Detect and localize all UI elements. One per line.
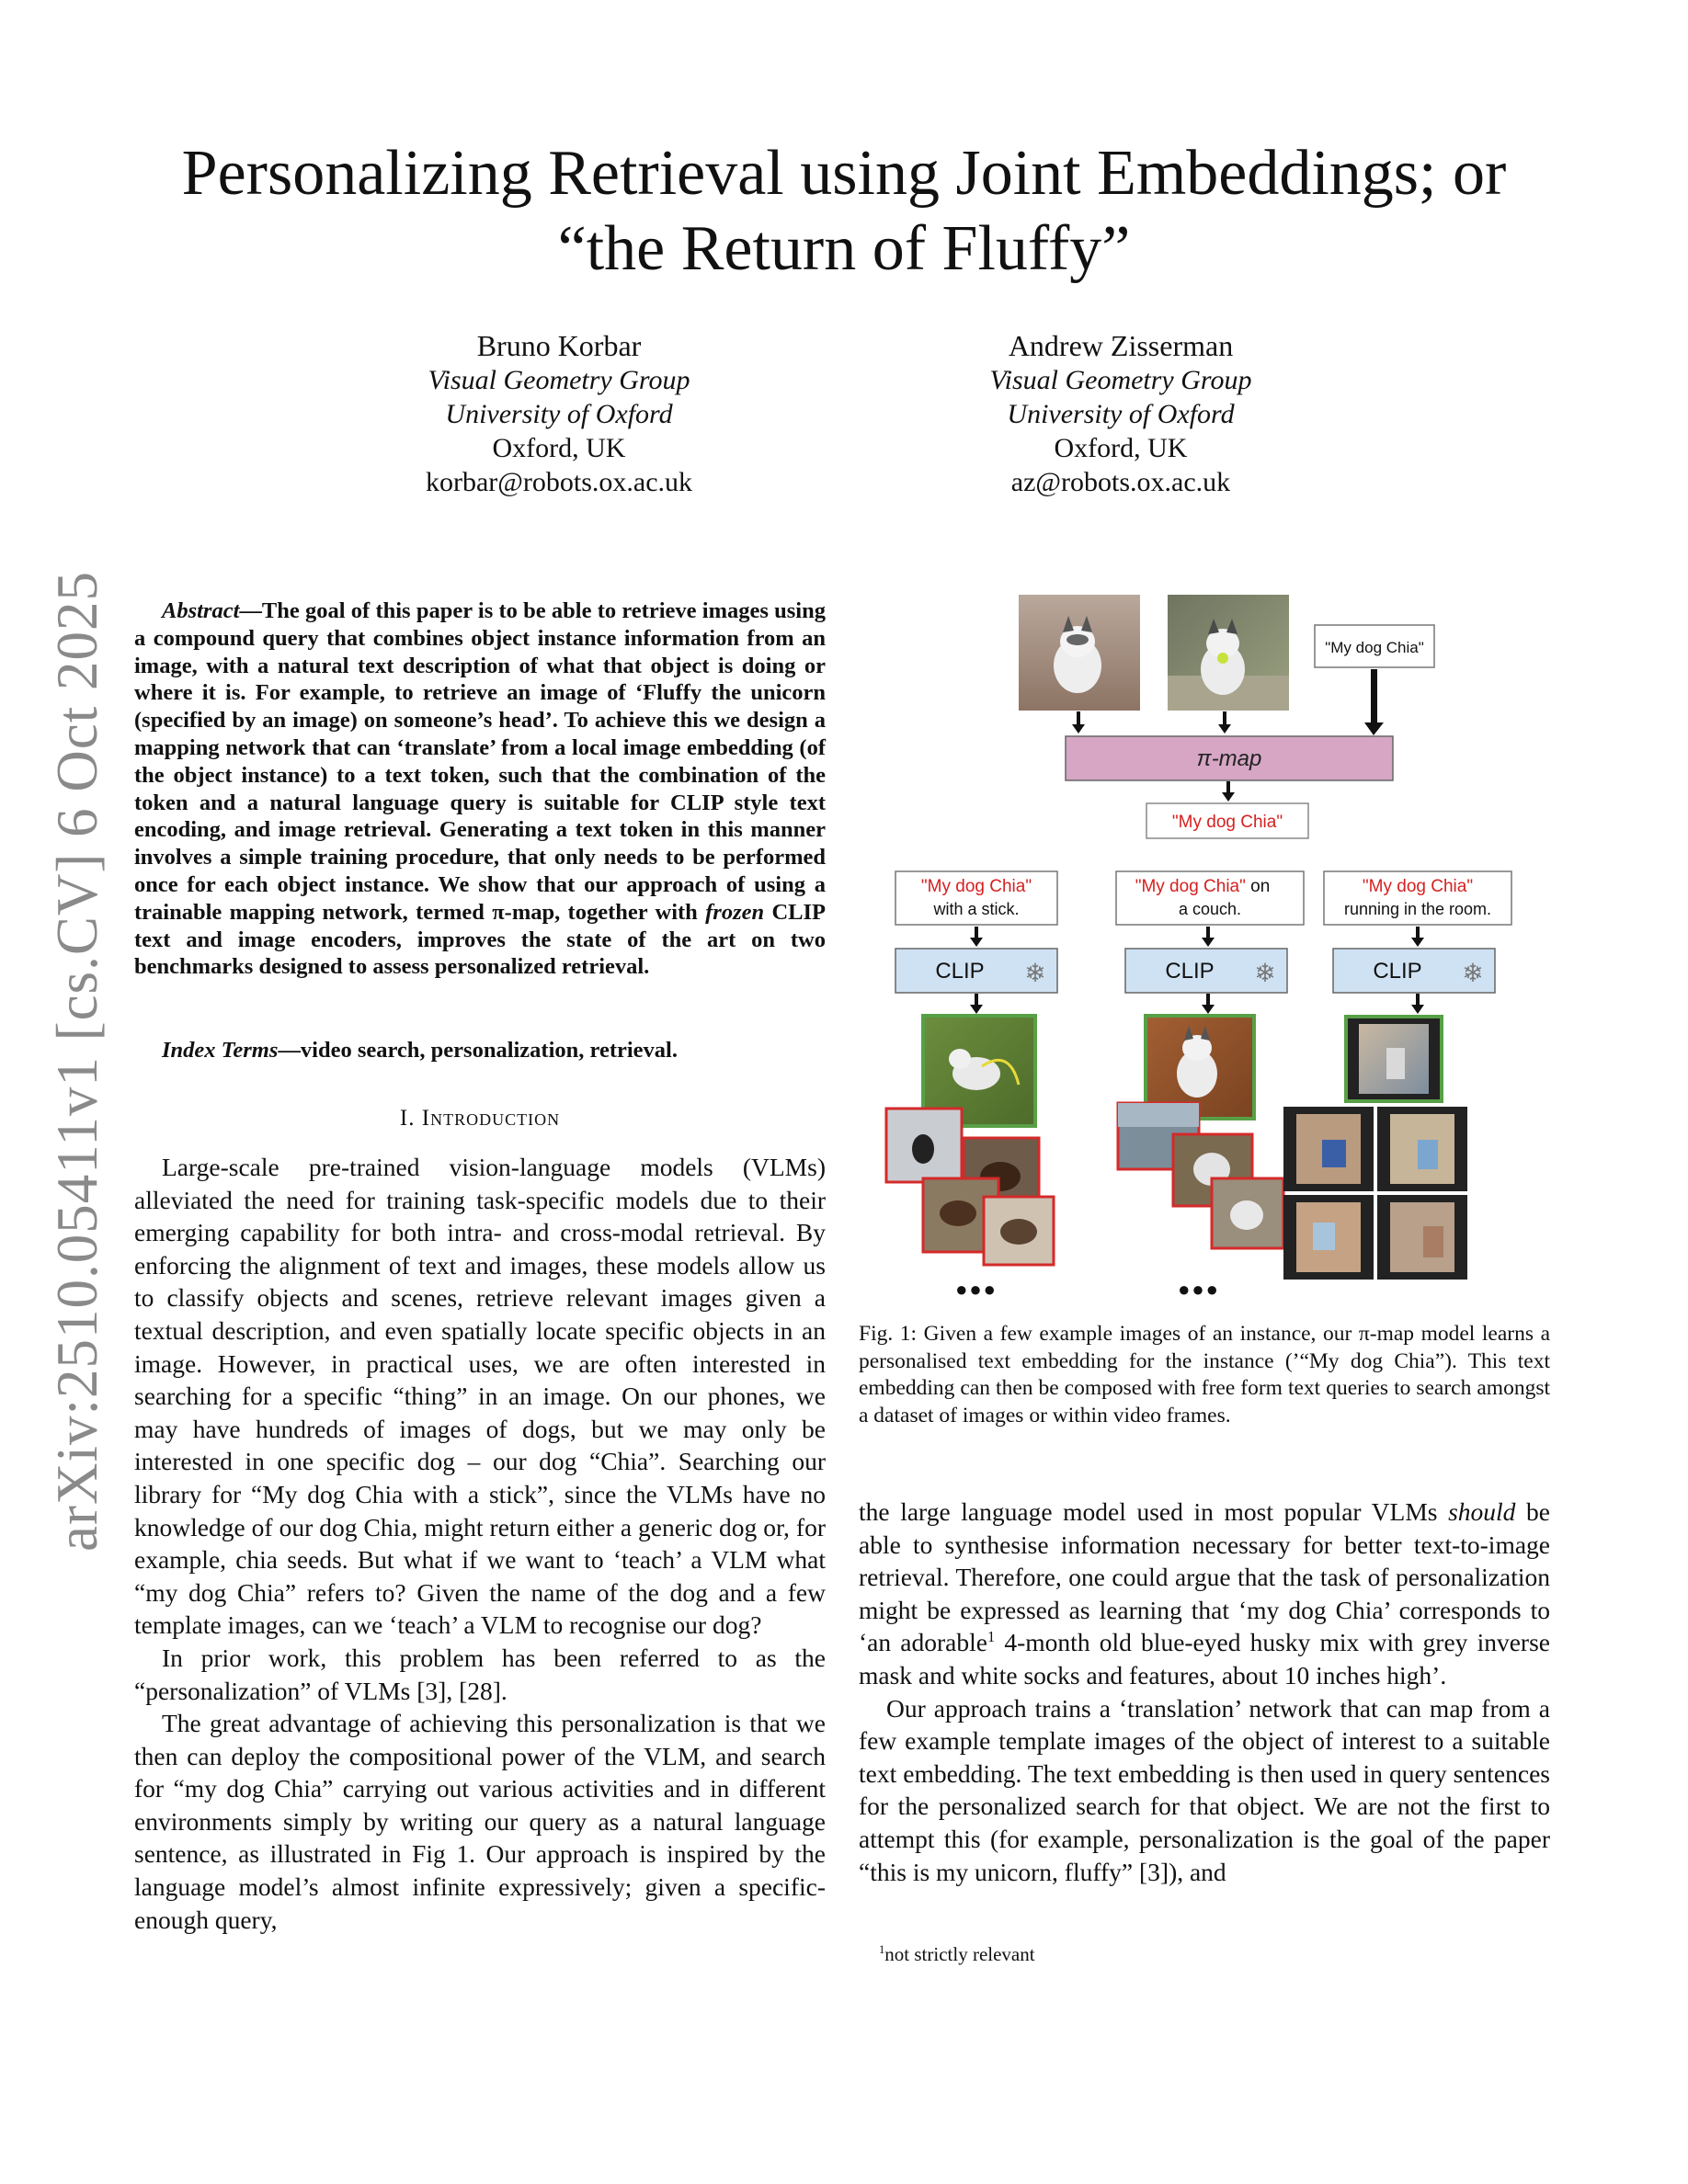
caption-text: Given a few example images of an instance, our π-map model learns a personalised text embedding for the instance (’“My dog Chia”). This text embedding can then be composed with free form text queries to search amongst a dataset of images or within video frames. [859, 1322, 1550, 1428]
learned-token-box [1146, 803, 1308, 838]
intro-text [134, 1151, 826, 1936]
template-image-2 [1168, 595, 1289, 711]
author-name: Andrew Zisserman [1008, 329, 1234, 362]
query-rest: a couch. [1178, 900, 1242, 918]
query-rest: on [1245, 877, 1271, 896]
svg-text:"My dog Chia" on [1135, 877, 1271, 896]
more-results-ellipsis: ●●● [1178, 1278, 1220, 1301]
results-column-3 [1283, 1017, 1467, 1280]
author-block-2 [891, 329, 1351, 499]
frozen-snowflake-icon: ❄ [1254, 960, 1276, 988]
author-university: University of Oxford [1007, 399, 1235, 429]
pi-map-block [1066, 736, 1393, 780]
right-paragraph-2: Our approach trains a ‘translation’ network that can map from a few example template images of the object of interest to a suitable text embedding. The text embedding is then used in query sentences for the personalized search for that object. We are not the first to attempt this (for example, personalization is the goal of the paper “this is my unicorn, fluffy” [3]), and [859, 1693, 1550, 1886]
figure-caption [859, 1321, 1550, 1429]
map-output-arrow [1222, 781, 1235, 802]
section-heading: I. Introduction [399, 1106, 561, 1131]
clip-arrows [970, 994, 1424, 1014]
footnote-marker[interactable]: 1 [987, 1628, 996, 1646]
query-box-3 [1324, 871, 1511, 925]
template-image-1 [1019, 595, 1140, 711]
right-paragraph-1: the large language model used in most popular VLMs should be able to synthesise information necessary for better text-to-image retrieval. Therefore, one could argue that the task of personalization might be expressed as learning that ‘my dog Chia’ corresponds to ‘an adorable$^1$ 4-month old blue-eyed husky mix with grey inverse mask and white socks and features, about 10 inches high’. [859, 1497, 1550, 1689]
clip-encoder-2 [1125, 949, 1287, 993]
pi-map-label: π-map [1196, 746, 1262, 771]
abstract-text-end: CLIP text and image encoders, improves the state of the art on two benchmarks designed to assess personalized retrieval. [134, 899, 826, 980]
footnote [879, 1943, 1035, 1966]
figure-1 [881, 588, 1524, 1302]
abstract [134, 597, 826, 981]
author-group: Visual Geometry Group [428, 365, 690, 395]
author-location: Oxford, UK [1054, 433, 1188, 463]
frozen-snowflake-icon: ❄ [1462, 960, 1484, 988]
author-block-1 [329, 329, 789, 499]
caption-label: Fig. 1: [859, 1322, 918, 1346]
query-box-1 [895, 871, 1057, 925]
query-box-2 [1116, 871, 1304, 925]
query-token: "My dog Chia" [920, 877, 1032, 896]
clip-label: CLIP [1165, 959, 1215, 984]
abstract-text: —The goal of this paper is to be able to retrieve images using a compound query that combines object instance information from an image, with a natural text description of what that object is doing or where it is. For example, to retrieve an image of ‘Fluffy the unicorn (specified by an image) on someone’s head’. To achieve this we design a mapping network that can ‘translate’ from a local image embedding (of the object instance) to a text token, such that the combination of the token and a natural language query is suitable for CLIP style text encoding, and image retrieval. Generating a text token in this manner involves a simple training procedure, that only needs to be performed once for each object instance. We show that our approach of using a trainable mapping network, termed π-map, together with [134, 598, 826, 925]
query-text-box [1315, 625, 1434, 667]
arxiv-stamp: arXiv:2510.05411v1 [cs.CV] 6 Oct 2025 [45, 570, 109, 1552]
clip-encoder-1 [895, 949, 1057, 993]
more-results-ellipsis: ●●● [955, 1278, 998, 1301]
query-token: "My dog Chia" [1135, 877, 1246, 896]
author-group: Visual Geometry Group [989, 365, 1252, 395]
intro-paragraph: In prior work, this problem has been referred to as the “personalization” of VLMs [3], [28]. [134, 1643, 826, 1705]
clip-label: CLIP [935, 959, 985, 984]
clip-encoder-3 [1333, 949, 1495, 993]
learned-token-label: "My dog Chia" [1171, 813, 1283, 832]
clip-label: CLIP [1373, 959, 1422, 984]
query-token: "My dog Chia" [1362, 877, 1474, 896]
right-column-text [859, 1496, 1550, 1888]
intro-paragraph: Large-scale pre-trained vision-language models (VLMs) alleviated the need for training task-specific models due to their emerging capability for both intra- and cross-modal retrieval. By enforcing the alignment of text and images, these models allow us to classify objects and scenes, retrieve relevant images given a textual description, and even spatially locate specific objects in an image. However, in practical uses, we are often interested in searching for a specific “thing” in an image. On our phones, we may have hundreds of images of dogs, but we may only be interested in one specific dog – our dog “Chia”. Searching our library for “My dog Chia with a stick”, since the VLMs have no knowledge of our dog Chia, might return either a generic dog or, for example, chia seeds. But what if we want to ‘teach’ a VLM what “my dog Chia” refers to? Given the name of the dog and a few template images, can we ‘teach’ a VLM to recognise our dog? [134, 1153, 826, 1640]
footnote-text: not strictly relevant [884, 1943, 1035, 1965]
author-name: Bruno Korbar [476, 329, 642, 362]
author-email[interactable]: korbar@robots.ox.ac.uk [425, 467, 693, 497]
index-terms-text: —video search, personalization, retrieval. [278, 1038, 678, 1063]
author-location: Oxford, UK [492, 433, 626, 463]
abstract-frozen: frozen [705, 899, 765, 925]
index-terms [134, 1038, 826, 1064]
paper-title: Personalizing Retrieval using Joint Embeddings; or “the Return of Fluffy” [181, 138, 1507, 284]
footnote-mark: 1 [879, 1943, 885, 1956]
index-terms-label: Index Terms [162, 1038, 279, 1063]
query-rest: with a stick. [933, 900, 1020, 918]
query-rest: running in the room. [1343, 900, 1492, 918]
abstract-label: Abstract [162, 598, 240, 623]
frozen-snowflake-icon: ❄ [1024, 960, 1046, 988]
query-text-label: "My dog Chia" [1325, 639, 1424, 656]
author-university: University of Oxford [445, 399, 673, 429]
author-email[interactable]: az@robots.ox.ac.uk [1010, 467, 1231, 497]
results-column-1 [886, 1016, 1054, 1301]
query-arrows [970, 927, 1424, 947]
results-column-2 [1118, 1016, 1283, 1301]
intro-paragraph: The great advantage of achieving this personalization is that we then can deploy the compositional power of the VLM, and search for “my dog Chia” carrying out various activities and in different environments simply by writing our query as a natural language sentence, as illustrated in Fig 1. Our approach is inspired by the language model’s almost infinite expressively; given a specific-enough query, [134, 1709, 826, 1934]
